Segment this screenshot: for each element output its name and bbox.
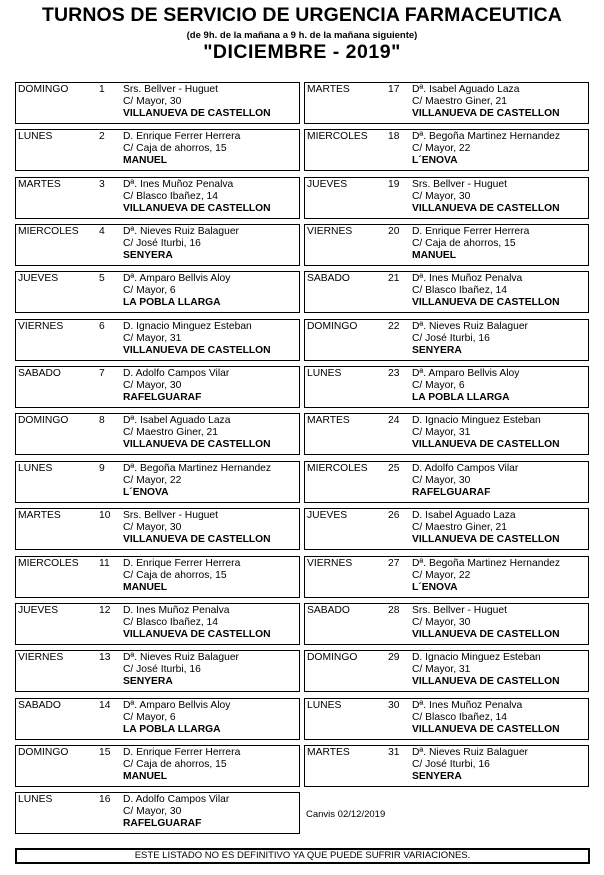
pharmacy-address: C/ Blasco Ibañez, 14 — [123, 191, 219, 202]
page-title: TURNOS DE SERVICIO DE URGENCIA FARMACEUTICA — [41, 4, 562, 26]
duty-date: 20 — [388, 226, 400, 237]
duty-entry — [15, 319, 300, 361]
duty-date: 1 — [99, 84, 105, 95]
duty-day: VIERNES — [307, 226, 353, 237]
duty-day: MIERCOLES — [307, 131, 368, 142]
pharmacy-town: LA POBLA LLARGA — [123, 297, 221, 308]
pharmacy-town: VILLANUEVA DE CASTELLON — [412, 203, 560, 214]
duty-entry — [304, 224, 589, 266]
duty-day: MARTES — [307, 84, 350, 95]
duty-day: JUEVES — [18, 605, 59, 616]
duty-date: 27 — [388, 558, 400, 569]
pharmacist-name: D. Enrique Ferrer Herrera — [123, 558, 241, 569]
duty-day: SABADO — [18, 700, 61, 711]
duty-day: MARTES — [307, 747, 350, 758]
pharmacist-name: D. Adolfo Campos Vilar — [123, 368, 230, 379]
pharmacist-name: Dª. Ines Muñoz Penalva — [123, 179, 234, 190]
duty-entry — [15, 650, 300, 692]
pharmacy-address: C/ Mayor, 31 — [123, 333, 182, 344]
pharmacy-address: C/ Caja de ahorros, 15 — [123, 570, 227, 581]
duty-day: SABADO — [18, 368, 61, 379]
pharmacist-name: Dª. Isabel Aguado Laza — [412, 84, 520, 95]
pharmacist-name: D. Ignacio Minguez Esteban — [412, 652, 541, 663]
pharmacist-name: Dª. Nieves Ruiz Balaguer — [412, 321, 528, 332]
duty-entry — [304, 508, 589, 550]
disclaimer-box: ESTE LISTADO NO ES DEFINITIVO YA QUE PUEDE SUFRIR VARIACIONES. — [15, 848, 590, 864]
pharmacist-name: Srs. Bellver - Huguet — [412, 179, 507, 190]
pharmacist-name: Dª. Ines Muñoz Penalva — [412, 273, 523, 284]
pharmacist-name: Srs. Bellver - Huguet — [412, 605, 507, 616]
pharmacy-address: C/ Maestro Giner, 21 — [123, 427, 218, 438]
pharmacy-town: VILLANUEVA DE CASTELLON — [412, 676, 560, 687]
duty-date: 25 — [388, 463, 400, 474]
pharmacist-name: Dª. Nieves Ruiz Balaguer — [123, 226, 239, 237]
duty-day: LUNES — [18, 794, 53, 805]
pharmacist-name: Srs. Bellver - Huguet — [123, 84, 218, 95]
pharmacy-town: VILLANUEVA DE CASTELLON — [412, 534, 560, 545]
pharmacy-town: L´ENOVA — [412, 582, 458, 593]
duty-date: 23 — [388, 368, 400, 379]
duty-date: 2 — [99, 131, 105, 142]
duty-date: 9 — [99, 463, 105, 474]
duty-entry — [15, 413, 300, 455]
pharmacist-name: Dª. Amparo Bellvis Aloy — [123, 700, 231, 711]
duty-date: 19 — [388, 179, 400, 190]
pharmacy-address: C/ Mayor, 30 — [123, 806, 182, 817]
duty-date: 21 — [388, 273, 400, 284]
duty-day: JUEVES — [307, 179, 348, 190]
duty-date: 3 — [99, 179, 105, 190]
pharmacy-town: VILLANUEVA DE CASTELLON — [412, 297, 560, 308]
duty-entry — [304, 271, 589, 313]
duty-entry — [15, 508, 300, 550]
pharmacy-town: VILLANUEVA DE CASTELLON — [123, 534, 271, 545]
pharmacy-address: C/ Mayor, 30 — [412, 475, 471, 486]
pharmacy-address: C/ Mayor, 22 — [123, 475, 182, 486]
duty-day: DOMINGO — [18, 747, 69, 758]
pharmacy-town: LA POBLA LLARGA — [412, 392, 510, 403]
pharmacy-town: SENYERA — [123, 676, 173, 687]
pharmacy-address: C/ Mayor, 30 — [123, 96, 182, 107]
pharmacy-town: RAFELGUARAF — [123, 818, 202, 829]
duty-entry — [304, 650, 589, 692]
duty-entry — [304, 366, 589, 408]
pharmacy-address: C/ Caja de ahorros, 15 — [412, 238, 516, 249]
duty-entry — [304, 603, 589, 645]
duty-entry — [304, 82, 589, 124]
duty-day: LUNES — [307, 700, 342, 711]
duty-date: 13 — [99, 652, 111, 663]
duty-date: 15 — [99, 747, 111, 758]
duty-date: 4 — [99, 226, 105, 237]
duty-entry — [15, 461, 300, 503]
duty-day: MIERCOLES — [307, 463, 368, 474]
pharmacy-town: VILLANUEVA DE CASTELLON — [123, 439, 271, 450]
pharmacy-town: VILLANUEVA DE CASTELLON — [123, 629, 271, 640]
pharmacist-name: D. Ines Muñoz Penalva — [123, 605, 230, 616]
pharmacy-town: SENYERA — [412, 771, 462, 782]
pharmacy-address: C/ Mayor, 22 — [412, 143, 471, 154]
pharmacy-town: RAFELGUARAF — [412, 487, 491, 498]
duty-entry — [15, 366, 300, 408]
duty-date: 29 — [388, 652, 400, 663]
duty-entry — [304, 319, 589, 361]
duty-day: LUNES — [307, 368, 342, 379]
pharmacist-name: D. Ignacio Minguez Esteban — [123, 321, 252, 332]
duty-date: 11 — [99, 558, 110, 569]
pharmacy-address: C/ José Iturbi, 16 — [123, 664, 201, 675]
duty-date: 30 — [388, 700, 400, 711]
pharmacy-address: C/ José Iturbi, 16 — [412, 333, 490, 344]
duty-date: 28 — [388, 605, 400, 616]
duty-day: MARTES — [307, 415, 350, 426]
pharmacy-address: C/ Mayor, 30 — [123, 380, 182, 391]
duty-entry — [304, 413, 589, 455]
duty-entry — [15, 698, 300, 740]
duty-entry — [304, 177, 589, 219]
duty-date: 6 — [99, 321, 105, 332]
pharmacy-town: VILLANUEVA DE CASTELLON — [412, 629, 560, 640]
pharmacist-name: D. Adolfo Campos Vilar — [123, 794, 230, 805]
pharmacy-address: C/ José Iturbi, 16 — [412, 759, 490, 770]
pharmacist-name: D. Enrique Ferrer Herrera — [123, 131, 241, 142]
pharmacy-town: LA POBLA LLARGA — [123, 724, 221, 735]
pharmacy-address: C/ Mayor, 30 — [123, 522, 182, 533]
page-subtitle: (de 9h. de la mañana a 9 h. de la mañana siguiente) — [186, 30, 418, 41]
duty-entry — [304, 461, 589, 503]
pharmacy-address: C/ José Iturbi, 16 — [123, 238, 201, 249]
pharmacy-address: C/ Mayor, 6 — [123, 285, 176, 296]
duty-day: SABADO — [307, 605, 350, 616]
month-title: "DICIEMBRE - 2019" — [203, 41, 401, 63]
pharmacist-name: Dª. Ines Muñoz Penalva — [412, 700, 523, 711]
duty-day: MIERCOLES — [18, 226, 79, 237]
duty-date: 18 — [388, 131, 400, 142]
duty-day: JUEVES — [307, 510, 348, 521]
duty-entry — [304, 745, 589, 787]
duty-entry — [15, 224, 300, 266]
duty-entry — [15, 792, 300, 834]
pharmacy-town: VILLANUEVA DE CASTELLON — [123, 108, 271, 119]
pharmacist-name: Dª. Isabel Aguado Laza — [123, 415, 231, 426]
duty-day: DOMINGO — [18, 84, 69, 95]
duty-day: DOMINGO — [307, 652, 358, 663]
duty-entry — [15, 745, 300, 787]
pharmacy-address: C/ Blasco Ibañez, 14 — [412, 285, 508, 296]
pharmacy-town: MANUEL — [123, 771, 168, 782]
pharmacy-address: C/ Caja de ahorros, 15 — [123, 759, 227, 770]
pharmacy-town: VILLANUEVA DE CASTELLON — [412, 108, 560, 119]
duty-day: VIERNES — [18, 652, 64, 663]
pharmacy-address: C/ Mayor, 31 — [412, 427, 471, 438]
duty-date: 8 — [99, 415, 105, 426]
pharmacist-name: Dª. Begoña Martinez Hernandez — [412, 131, 561, 142]
pharmacist-name: D. Adolfo Campos Vilar — [412, 463, 519, 474]
duty-date: 16 — [99, 794, 111, 805]
pharmacy-address: C/ Caja de ahorros, 15 — [123, 143, 227, 154]
pharmacy-address: C/ Mayor, 22 — [412, 570, 471, 581]
duty-day: LUNES — [18, 131, 53, 142]
pharmacy-address: C/ Blasco Ibañez, 14 — [412, 712, 508, 723]
duty-date: 7 — [99, 368, 105, 379]
duty-date: 22 — [388, 321, 400, 332]
duty-date: 26 — [388, 510, 400, 521]
pharmacy-address: C/ Maestro Giner, 21 — [412, 96, 507, 107]
pharmacist-name: Dª. Nieves Ruiz Balaguer — [412, 747, 528, 758]
duty-day: JUEVES — [18, 273, 59, 284]
duty-entry — [15, 129, 300, 171]
pharmacist-name: Dª. Begoña Martinez Hernandez — [412, 558, 561, 569]
pharmacy-address: C/ Mayor, 30 — [412, 191, 471, 202]
pharmacist-name: Dª. Amparo Bellvis Aloy — [123, 273, 231, 284]
duty-entry — [304, 129, 589, 171]
pharmacy-town: L´ENOVA — [123, 487, 169, 498]
pharmacy-town: VILLANUEVA DE CASTELLON — [412, 724, 560, 735]
changes-note: Canvis 02/12/2019 — [306, 809, 386, 820]
pharmacist-name: Srs. Bellver - Huguet — [123, 510, 218, 521]
pharmacy-town: VILLANUEVA DE CASTELLON — [123, 345, 271, 356]
pharmacy-town: MANUEL — [412, 250, 457, 261]
pharmacist-name: D. Enrique Ferrer Herrera — [412, 226, 530, 237]
duty-date: 5 — [99, 273, 105, 284]
duty-day: MARTES — [18, 510, 61, 521]
pharmacy-town: RAFELGUARAF — [123, 392, 202, 403]
pharmacy-town: VILLANUEVA DE CASTELLON — [123, 203, 271, 214]
duty-date: 10 — [99, 510, 111, 521]
duty-entry — [304, 556, 589, 598]
duty-day: SABADO — [307, 273, 350, 284]
duty-day: MARTES — [18, 179, 61, 190]
duty-day: MIERCOLES — [18, 558, 79, 569]
duty-entry — [15, 271, 300, 313]
pharmacy-address: C/ Maestro Giner, 21 — [412, 522, 507, 533]
pharmacist-name: D. Enrique Ferrer Herrera — [123, 747, 241, 758]
pharmacy-address: C/ Mayor, 31 — [412, 664, 471, 675]
duty-entry — [15, 556, 300, 598]
duty-date: 14 — [99, 700, 111, 711]
pharmacist-name: D. Isabel Aguado Laza — [412, 510, 516, 521]
duty-entry — [15, 177, 300, 219]
pharmacy-town: MANUEL — [123, 155, 168, 166]
duty-date: 24 — [388, 415, 400, 426]
pharmacist-name: D. Ignacio Minguez Esteban — [412, 415, 541, 426]
duty-day: DOMINGO — [18, 415, 69, 426]
duty-day: VIERNES — [18, 321, 64, 332]
duty-date: 31 — [388, 747, 400, 758]
pharmacy-address: C/ Blasco Ibañez, 14 — [123, 617, 219, 628]
pharmacy-town: VILLANUEVA DE CASTELLON — [412, 439, 560, 450]
pharmacy-town: SENYERA — [123, 250, 173, 261]
duty-entry — [15, 603, 300, 645]
pharmacist-name: Dª. Nieves Ruiz Balaguer — [123, 652, 239, 663]
pharmacist-name: Dª. Amparo Bellvis Aloy — [412, 368, 520, 379]
pharmacy-town: L´ENOVA — [412, 155, 458, 166]
pharmacist-name: Dª. Begoña Martinez Hernandez — [123, 463, 272, 474]
duty-entry — [15, 82, 300, 124]
duty-day: VIERNES — [307, 558, 353, 569]
pharmacy-town: MANUEL — [123, 582, 168, 593]
pharmacy-address: C/ Mayor, 30 — [412, 617, 471, 628]
duty-day: DOMINGO — [307, 321, 358, 332]
duty-day: LUNES — [18, 463, 53, 474]
duty-entry — [304, 698, 589, 740]
duty-date: 17 — [388, 84, 400, 95]
duty-date: 12 — [99, 605, 111, 616]
pharmacy-town: SENYERA — [412, 345, 462, 356]
pharmacy-address: C/ Mayor, 6 — [412, 380, 465, 391]
pharmacy-address: C/ Mayor, 6 — [123, 712, 176, 723]
